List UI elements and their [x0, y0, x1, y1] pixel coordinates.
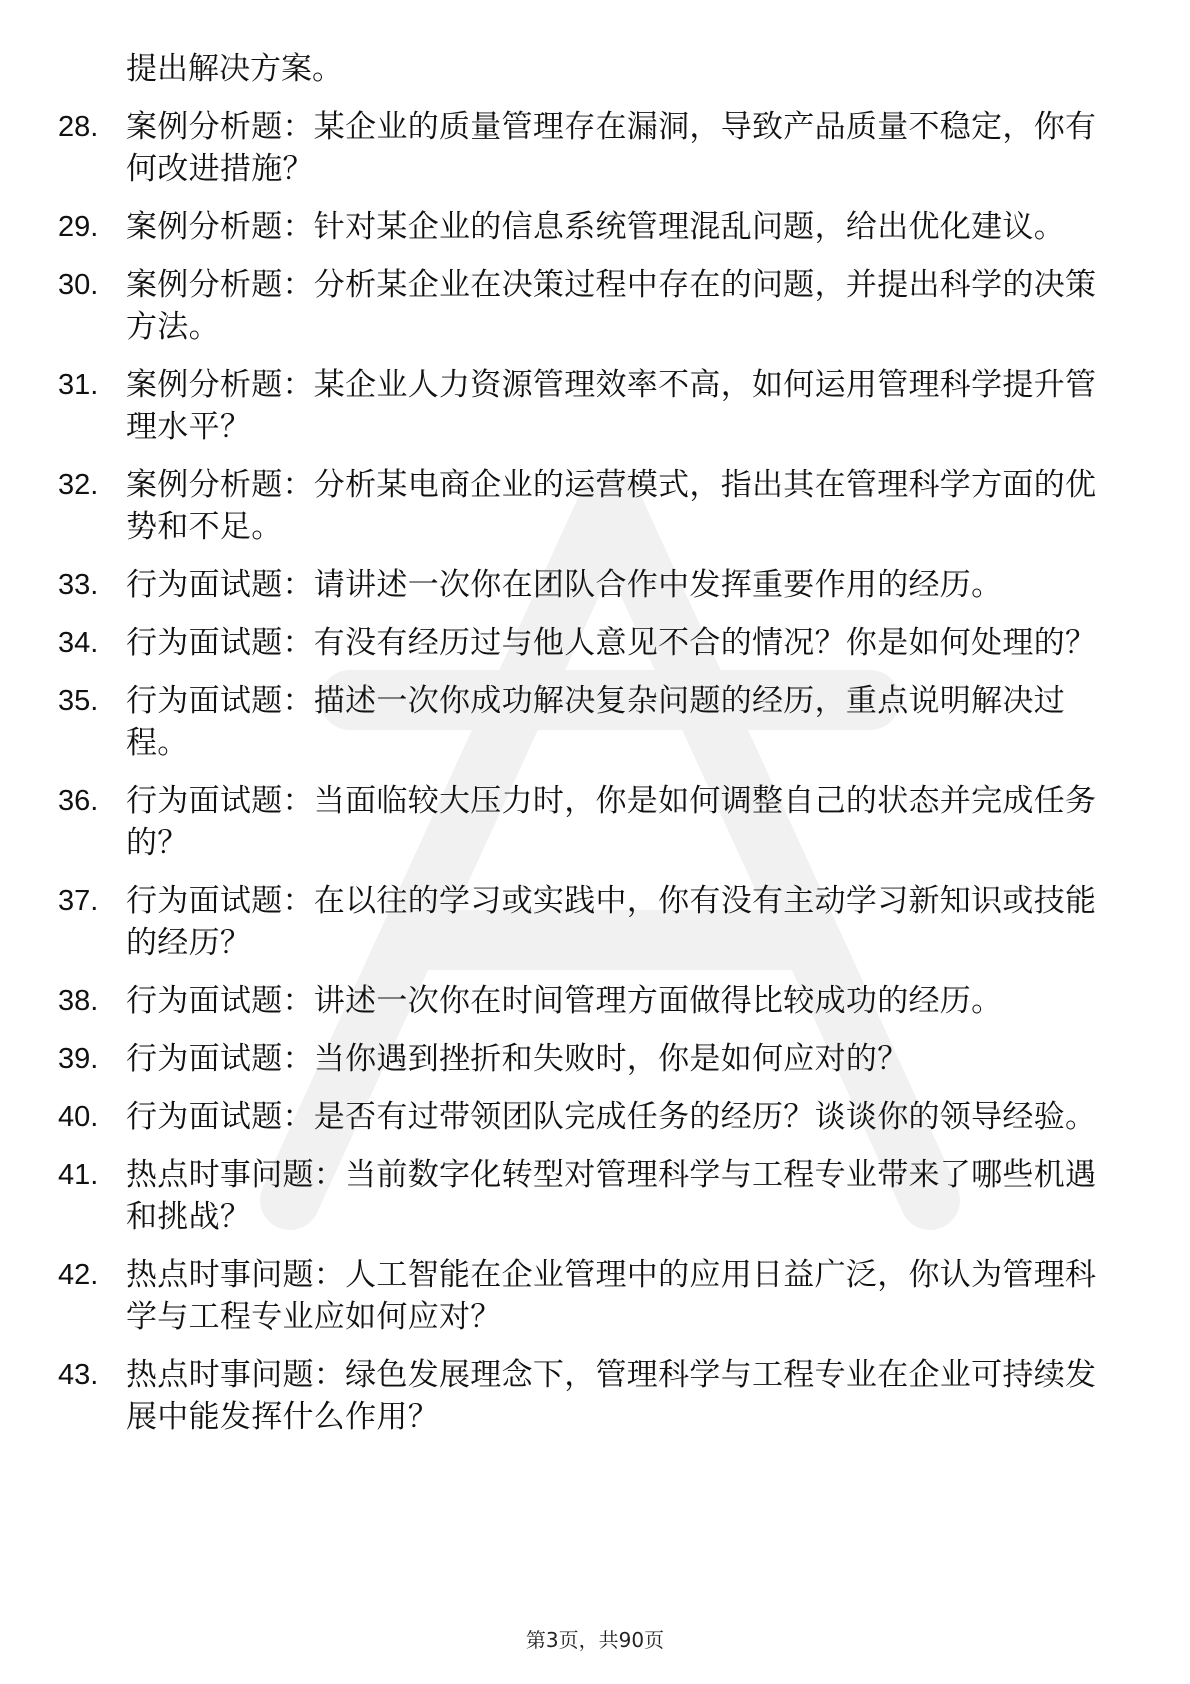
- question-item: [58, 622, 1118, 664]
- question-item: [58, 106, 1118, 190]
- question-text: 热点时事问题：绿色发展理念下，管理科学与工程专业在企业可持续发展中能发挥什么作用？: [126, 1357, 1097, 1435]
- question-number: 37.: [58, 885, 99, 917]
- question-number: 31.: [58, 369, 99, 401]
- question-item: [58, 880, 1118, 964]
- question-text: 行为面试题：请讲述一次你在团队合作中发挥重要作用的经历。: [126, 567, 1003, 603]
- question-number: 34.: [58, 627, 99, 659]
- question-number: 33.: [58, 569, 99, 601]
- question-item: [58, 1254, 1118, 1338]
- question-item: [58, 206, 1118, 248]
- page-footer: 第3页，共90页: [525, 1628, 665, 1652]
- question-text: 行为面试题：在以往的学习或实践中，你有没有主动学习新知识或技能的经历？: [126, 883, 1097, 961]
- question-number: 38.: [58, 985, 99, 1017]
- question-text: 案例分析题：某企业的质量管理存在漏洞，导致产品质量不稳定，你有何改进措施？: [126, 109, 1097, 187]
- question-item: [58, 364, 1118, 448]
- question-text: 行为面试题：当你遇到挫折和失败时，你是如何应对的？: [126, 1041, 909, 1077]
- question-text: 行为面试题：当面临较大压力时，你是如何调整自己的状态并完成任务的？: [126, 783, 1097, 861]
- question-item: [58, 564, 1118, 606]
- question-number: 35.: [58, 685, 99, 717]
- question-number: 43.: [58, 1359, 99, 1391]
- question-text: 行为面试题：讲述一次你在时间管理方面做得比较成功的经历。: [126, 983, 1003, 1019]
- question-item: [58, 1154, 1118, 1238]
- question-item: [58, 1096, 1118, 1138]
- question-number: 36.: [58, 785, 99, 817]
- question-number: 32.: [58, 469, 99, 501]
- question-item: [58, 980, 1118, 1022]
- question-number: 30.: [58, 269, 99, 301]
- question-text: 行为面试题：是否有过带领团队完成任务的经历？谈谈你的领导经验。: [126, 1099, 1097, 1135]
- continuation-text: 提出解决方案。: [126, 51, 343, 87]
- question-number: 41.: [58, 1159, 99, 1191]
- question-number: 40.: [58, 1101, 99, 1133]
- question-number: 39.: [58, 1043, 99, 1075]
- question-text: 案例分析题：分析某电商企业的运营模式，指出其在管理科学方面的优势和不足。: [126, 467, 1097, 545]
- question-item: [58, 1038, 1118, 1080]
- question-text: 案例分析题：某企业人力资源管理效率不高，如何运用管理科学提升管理水平？: [126, 367, 1097, 445]
- question-item: [58, 1354, 1118, 1438]
- question-text: 行为面试题：描述一次你成功解决复杂问题的经历，重点说明解决过程。: [126, 683, 1065, 761]
- question-number: 28.: [58, 111, 99, 143]
- question-number: 29.: [58, 211, 99, 243]
- question-text: 行为面试题：有没有经历过与他人意见不合的情况？你是如何处理的？: [126, 625, 1097, 661]
- question-item: [58, 780, 1118, 864]
- question-item: [58, 264, 1118, 348]
- question-number: 42.: [58, 1259, 99, 1291]
- question-list: [58, 48, 1118, 1454]
- question-text: 热点时事问题：当前数字化转型对管理科学与工程专业带来了哪些机遇和挑战？: [126, 1157, 1097, 1235]
- question-text: 热点时事问题：人工智能在企业管理中的应用日益广泛，你认为管理科学与工程专业应如何应对？: [126, 1257, 1097, 1335]
- question-item: [58, 680, 1118, 764]
- question-item: [58, 464, 1118, 548]
- question-text: 案例分析题：分析某企业在决策过程中存在的问题，并提出科学的决策方法。: [126, 267, 1097, 345]
- question-text: 案例分析题：针对某企业的信息系统管理混乱问题，给出优化建议。: [126, 209, 1065, 245]
